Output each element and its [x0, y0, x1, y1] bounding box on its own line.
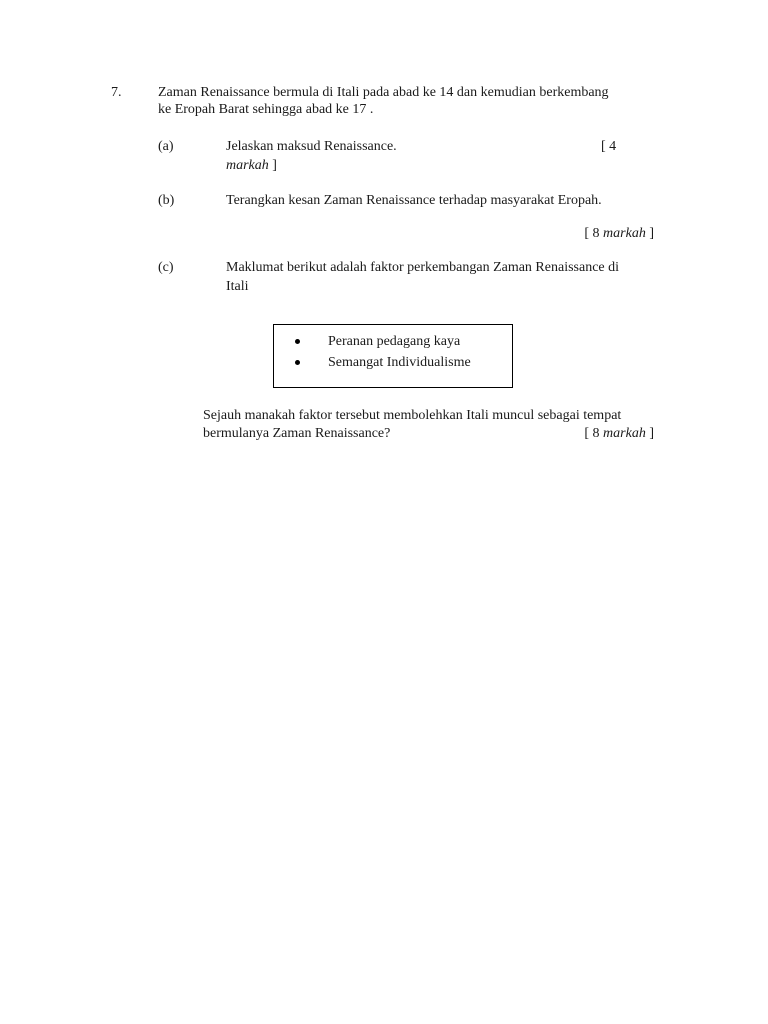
bullet-icon	[295, 339, 300, 344]
part-a-text: Jelaskan maksud Renaissance.	[226, 139, 397, 154]
part-c-followup-line-2: bermulanya Zaman Renaissance?	[203, 426, 391, 441]
part-a-marks-tail	[226, 156, 277, 175]
part-b-marks-word: markah	[603, 226, 646, 241]
part-a-marks-word: markah	[226, 158, 269, 173]
part-b-label: (b)	[158, 193, 175, 208]
part-b-marks-open: [ 8	[584, 226, 600, 241]
factor-item-2: Semangat Individualisme	[328, 355, 471, 370]
question-number: 7.	[111, 85, 122, 100]
part-c-followup-line-1: Sejauh manakah faktor tersebut membolehkan Itali muncul sebagai tempat	[203, 408, 622, 423]
part-b-marks	[584, 224, 654, 243]
factor-box	[273, 324, 513, 388]
part-c-marks	[584, 424, 654, 443]
part-a-marks-close: ]	[272, 158, 277, 173]
part-c-marks-word: markah	[603, 426, 646, 441]
question-stem-line-1: Zaman Renaissance bermula di Itali pada abad ke 14 dan kemudian berkembang	[158, 85, 609, 100]
part-c-text-line-1: Maklumat berikut adalah faktor perkembangan Zaman Renaissance di	[226, 260, 620, 275]
part-a-label: (a)	[158, 139, 174, 154]
part-a-marks-open: [ 4	[601, 139, 617, 154]
part-b-marks-close: ]	[649, 226, 654, 241]
bullet-icon	[295, 360, 300, 365]
question-stem-line-2: ke Eropah Barat sehingga abad ke 17 .	[158, 102, 374, 117]
part-c-label: (c)	[158, 260, 174, 275]
part-c-marks-open: [ 8	[584, 426, 600, 441]
part-b-text: Terangkan kesan Zaman Renaissance terhadap masyarakat Eropah.	[226, 193, 602, 208]
part-c-text-line-2: Itali	[226, 279, 249, 294]
part-c-marks-close: ]	[649, 426, 654, 441]
factor-item-1: Peranan pedagang kaya	[328, 334, 461, 349]
